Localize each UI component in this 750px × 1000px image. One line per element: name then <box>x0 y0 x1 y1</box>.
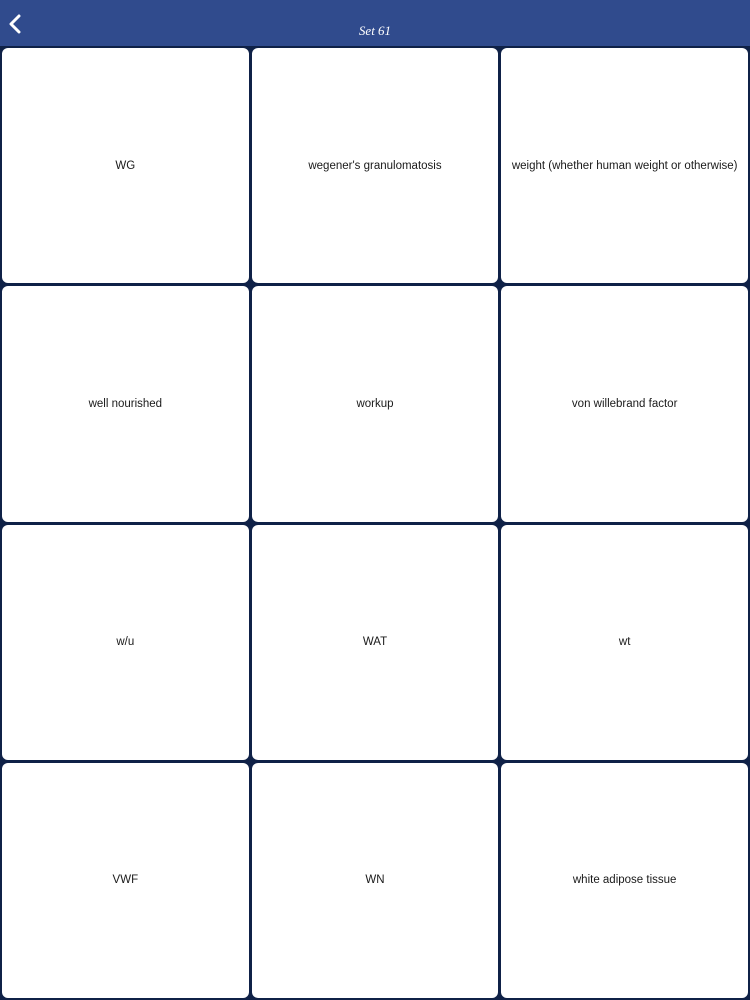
card-wat[interactable]: WAT <box>252 525 499 760</box>
card-wg[interactable]: WG <box>2 48 249 283</box>
card-workup[interactable]: workup <box>252 286 499 521</box>
card-well-nourished[interactable]: well nourished <box>2 286 249 521</box>
card-weight[interactable]: weight (whether human weight or otherwise) <box>501 48 748 283</box>
card-wn[interactable]: WN <box>252 763 499 998</box>
card-wt[interactable]: wt <box>501 525 748 760</box>
card-von-willebrand-factor[interactable]: von willebrand factor <box>501 286 748 521</box>
card-white-adipose-tissue[interactable]: white adipose tissue <box>501 763 748 998</box>
page-title: Set 61 <box>358 23 392 38</box>
card-grid <box>2 48 748 998</box>
card-vwf[interactable]: VWF <box>2 763 249 998</box>
card-wegeners-granulomatosis[interactable]: wegener's granulomatosis <box>252 48 499 283</box>
nav-bar <box>0 0 750 46</box>
card-w-u[interactable]: w/u <box>2 525 249 760</box>
